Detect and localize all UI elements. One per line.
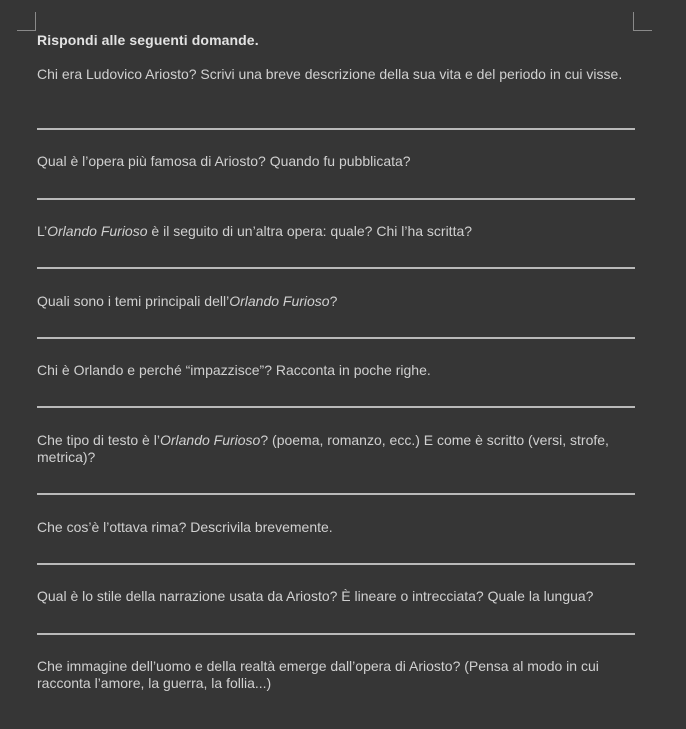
margin-corner-top-left <box>17 12 36 31</box>
question-6-text-before: Che tipo di testo è l’ <box>37 432 160 448</box>
question-2 <box>37 153 637 170</box>
answer-line-6[interactable] <box>37 493 635 495</box>
question-6-text-after: ? (poema, romanzo, ecc.) E come è scritto (versi, strofe, metrica)? <box>37 432 609 465</box>
question-4 <box>37 293 637 310</box>
question-9-text: Che immagine dell’uomo e della realtà emerge dall’opera di Ariosto? (Pensa al modo in cui racconta l’amore, la guerra, la follia...) <box>37 658 599 691</box>
question-4-title-italic: Orlando Furioso <box>229 293 330 309</box>
question-1 <box>37 66 637 83</box>
question-6-title-italic: Orlando Furioso <box>159 432 261 448</box>
question-5 <box>37 362 637 379</box>
question-4-text-before: Quali sono i temi principali dell’ <box>37 293 230 309</box>
question-9 <box>37 658 637 692</box>
question-1-text: Chi era Ludovico Ariosto? Scrivi una breve descrizione della sua vita e del periodo in cui visse. <box>37 66 623 82</box>
question-8-text: Qual è lo stile della narrazione usata da Ariosto? È lineare o intrecciata? Quale la lungua? <box>37 588 594 604</box>
answer-line-7[interactable] <box>37 563 635 565</box>
document-heading: Rispondi alle seguenti domande. <box>37 32 259 48</box>
question-3-title-italic: Orlando Furioso <box>47 223 148 239</box>
question-5-text: Chi è Orlando e perché “impazzisce”? Racconta in poche righe. <box>37 362 431 378</box>
answer-line-2[interactable] <box>37 198 635 200</box>
margin-corner-top-right <box>633 12 652 31</box>
answer-line-4[interactable] <box>37 337 635 339</box>
answer-line-8[interactable] <box>37 633 635 635</box>
question-3 <box>37 223 637 240</box>
question-2-text: Qual è l’opera più famosa di Ariosto? Quando fu pubblicata? <box>37 153 411 169</box>
question-3-text-after: è il seguito di un’altra opera: quale? Chi l’ha scritta? <box>147 223 473 239</box>
answer-line-3[interactable] <box>37 267 635 269</box>
question-7 <box>37 519 637 536</box>
question-8 <box>37 588 637 605</box>
answer-line-1[interactable] <box>37 128 635 130</box>
question-3-text-before: L’ <box>37 223 48 239</box>
question-6 <box>37 432 637 466</box>
answer-line-5[interactable] <box>37 406 635 408</box>
question-7-text: Che cos’è l’ottava rima? Descrivila brevemente. <box>37 519 333 535</box>
question-4-text-after: ? <box>329 293 338 309</box>
